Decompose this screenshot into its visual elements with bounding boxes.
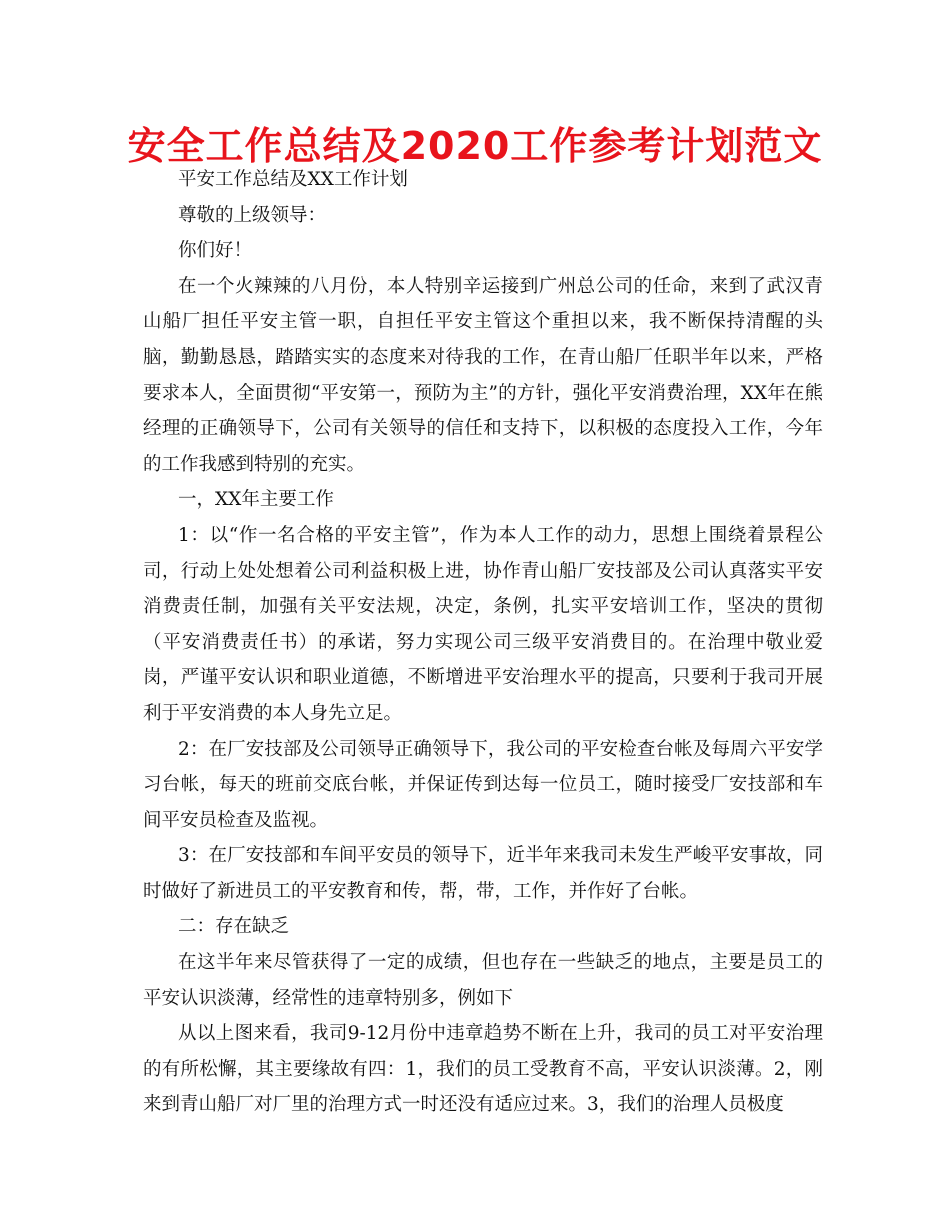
analysis-paragraph: 从以上图来看，我司9-12月份中违章趋势不断在上升，我司的员工对平安治理的有所松懈，其主要缘故有四：1，我们的员工受教育不高，平安认识淡薄。2，刚来到青山船厂对厂里的治理方式一时还没有适应过来。3，我们的治理人员极度	[143, 1023, 823, 1116]
intro-paragraph: 在一个火辣辣的八月份，本人特别辛运接到广州总公司的任命，来到了武汉青山船厂担任平安主管一职，自担任平安主管这个重担以来，我不断保持清醒的头脑，勤勤恳恳，踏踏实实的态度来对待我的工作，在青山船厂任职半年以来，严格要求本人，全面贯彻“平安第一，预防为主”的方针，强化平安消费治理，XX年在熊经理的正确领导下，公司有关领导的信任和支持下，以积极的态度投入工作，今年的工作我感到特别的充实。	[143, 275, 823, 475]
document-body	[143, 162, 823, 1123]
document-title: 安全工作总结及2020工作参考计划范文	[127, 124, 823, 168]
work-item-2: 2：在厂安技部及公司领导正确领导下，我公司的平安检查台帐及每周六平安学习台帐，每天的班前交底台帐，并保证传到达每一位员工，随时接受厂安技部和车间平安员检查及监视。	[143, 738, 823, 831]
subtitle-line: 平安工作总结及XX工作计划	[178, 169, 408, 190]
shortcomings-paragraph: 在这半年来尽管获得了一定的成绩，但也存在一些缺乏的地点，主要是员工的平安认识淡薄，经常性的违章特别多，例如下	[143, 952, 823, 1009]
section-heading-main-work: 一，XX年主要工作	[178, 489, 334, 511]
section-heading-shortcomings: 二：存在缺乏	[178, 916, 290, 938]
salutation: 尊敬的上级领导：	[178, 204, 327, 226]
work-item-3: 3：在厂安技部和车间平安员的领导下，近半年来我司未发生严峻平安事故，同时做好了新进员工的平安教育和传，帮，带，工作，并作好了台帐。	[143, 845, 823, 902]
greeting: 你们好！	[178, 240, 253, 262]
work-item-1: 1：以“作一名合格的平安主管”，作为本人工作的动力，思想上围绕着景程公司，行动上处处想着公司利益积极上进，协作青山船厂安技部及公司认真落实平安消费责任制，加强有关平安法规，决定，条例，扎实平安培训工作，坚决的贯彻（平安消费责任书）的承诺，努力实现公司三级平安消费目的。在治理中敬业爱岗，严谨平安认识和职业道德，不断增进平安治理水平的提高，只要利于我司开展利于平安消费的本人身先立足。	[143, 524, 823, 724]
